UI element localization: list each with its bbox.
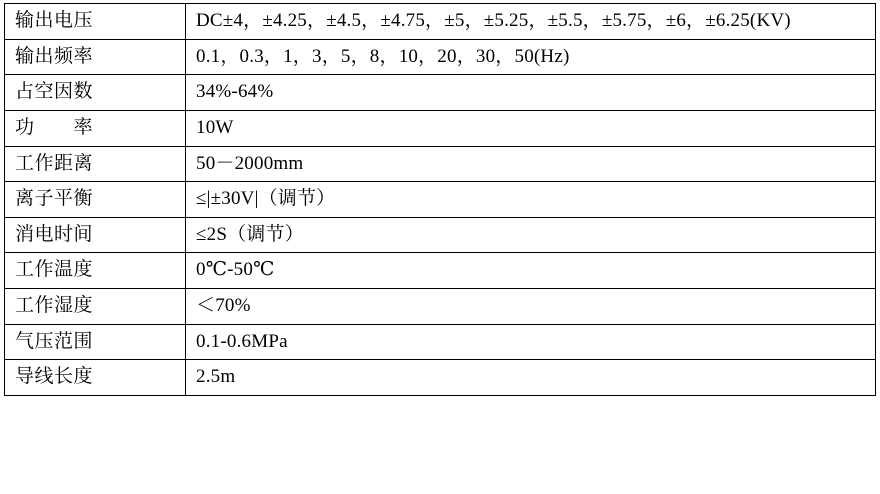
table-row [5, 75, 876, 111]
row-label: 功 率 [5, 110, 186, 146]
row-value: 34%-64% [186, 75, 876, 111]
row-label: 导线长度 [5, 360, 186, 396]
row-label: 消电时间 [5, 217, 186, 253]
row-label: 占空因数 [5, 75, 186, 111]
row-value: DC±4，±4.25，±4.5，±4.75，±5，±5.25，±5.5，±5.75，±6，±6.25(KV) [186, 4, 876, 40]
table-row [5, 217, 876, 253]
row-value: ≤|±30V|（调节） [186, 182, 876, 218]
row-label: 气压范围 [5, 324, 186, 360]
row-value: 0.1，0.3，1，3，5，8，10，20，30，50(Hz) [186, 39, 876, 75]
row-label: 工作距离 [5, 146, 186, 182]
row-value: 50－2000mm [186, 146, 876, 182]
row-value: 10W [186, 110, 876, 146]
row-label: 输出电压 [5, 4, 186, 40]
row-value: 2.5m [186, 360, 876, 396]
table-row [5, 360, 876, 396]
table-row [5, 324, 876, 360]
table-row [5, 39, 876, 75]
row-value: 0℃-50℃ [186, 253, 876, 289]
table-row [5, 146, 876, 182]
table-row [5, 289, 876, 325]
table-row [5, 110, 876, 146]
table-row [5, 182, 876, 218]
table-body [5, 4, 876, 396]
table-row [5, 4, 876, 40]
table-row [5, 253, 876, 289]
specification-table [4, 3, 876, 396]
row-value: 0.1-0.6MPa [186, 324, 876, 360]
row-label: 输出频率 [5, 39, 186, 75]
row-label: 工作温度 [5, 253, 186, 289]
row-label: 工作湿度 [5, 289, 186, 325]
row-value: ＜70% [186, 289, 876, 325]
row-value: ≤2S（调节） [186, 217, 876, 253]
row-label: 离子平衡 [5, 182, 186, 218]
